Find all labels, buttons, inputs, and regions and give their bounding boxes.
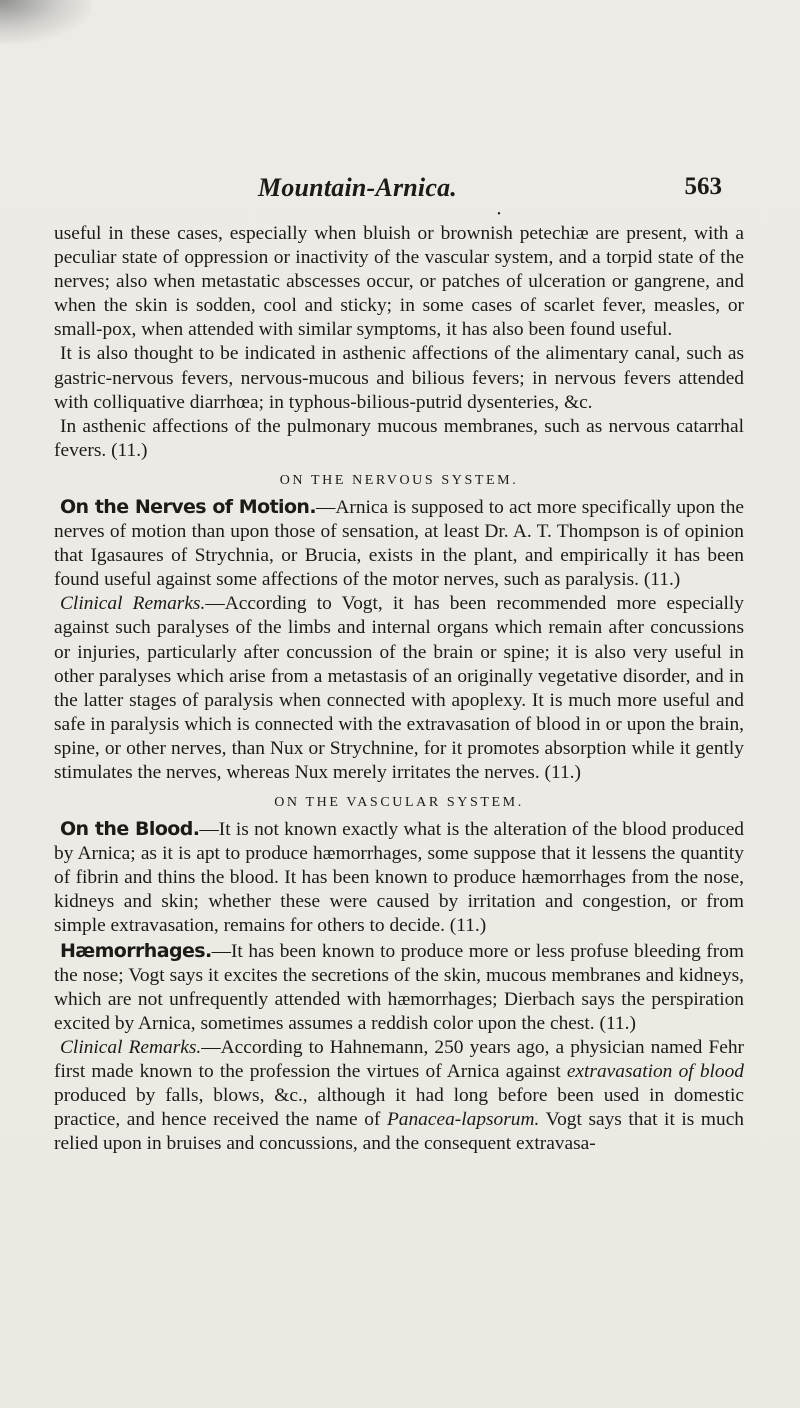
section-heading-nervous-system: ON THE NERVOUS SYSTEM. [279, 472, 519, 488]
paragraph-lead: Hæmorrhages. [60, 939, 212, 962]
paragraph-fevers: useful in these cases, especially when bluish or brownish petechiæ are present, with a peculiar state of oppression or inactivity of the vascular system, and a torpid state of the nerves; also when metastatic abscesses occur, or patches of ulceration or gangrene, and when the skin is sodden, cool and sticky; in some cases of scarlet fever, measles, or small-pox, when attended with similar symptoms, it has also been found useful. [54, 223, 744, 341]
italic-term: Panacea-lapsorum. [386, 1109, 540, 1131]
paragraph-on-the-blood [54, 817, 744, 938]
scan-shadow [0, 0, 92, 44]
paragraph-lead: On the Nerves of Motion. [60, 495, 316, 518]
paragraph-body: Vogt says that it is much relied upon in bruises and concussions, and the consequent extravasa- [54, 1109, 744, 1155]
paragraph-haemorrhages [54, 939, 744, 1036]
paragraph-body: —According to Vogt, it has been recommended more especially against such paralyses of the limbs and internal organs which remain after concussions or injuries, particularly after concussion of the brain or spine; it is also very useful in other paralyses which arise from a metastasis of an originally vegetative disorder, and in the latter stages of paralysis when connected with apoplexy. It is much more useful and safe in paralysis which is connected with the extravasation of blood in or upon the brain, spine, or other nerves, than Nux or Strychnine, for it promotes absorption while it gently stimulates the nerves, whereas Nux merely irritates the nerves. (11.) [54, 593, 744, 783]
paragraph-alimentary: It is also thought to be indicated in asthenic affections of the alimentary canal, such as gastric-nervous fevers, nervous-mucous and bilious fevers; in nervous fevers attended with colliquative diarrhœa; in typhous-bilious-putrid dysenteries, &c. [54, 343, 744, 413]
paragraph-body: produced by falls, blows, &c., although it had long before been used in domestic practice, and hence received the name of [54, 1085, 744, 1131]
section-heading-vascular-system: ON THE VASCULAR SYSTEM. [274, 795, 524, 811]
paragraph-lead: Clinical Remarks. [60, 1036, 202, 1058]
paragraph-body: —It is not known exactly what is the alteration of the blood produced by Arnica; as it is apt to produce hæmorrhages, some suppose that it lessens the quantity of fibrin and thins the blood. It has been known to produce hæmorrhages from the nose, kidneys and skin; whether these were caused by irritation and congestion, or from simple extravasation, remains for others to decide. (11.) [54, 819, 745, 937]
paragraph-body: —It has been known to produce more or less profuse bleeding from the nose; Vogt says it excites the secretions of the skin, mucous membranes and kidneys, which are not unfrequently attended with hæmorrhages; Dierbach says the perspiration excited by Arnica, sometimes assumes a reddish color upon the chest. (11.) [54, 940, 744, 1034]
paragraph-lead: On the Blood. [60, 818, 200, 841]
paragraph-nerves-of-motion [54, 495, 744, 592]
paragraph-body: —According to Hahnemann, 250 years ago, a physician named Fehr first made known to the profession the virtues of Arnica against [54, 1036, 744, 1082]
body-text [54, 208, 744, 1156]
running-title: Mountain-Arnica. [258, 173, 457, 202]
paragraph-pulmonary: In asthenic affections of the pulmonary mucous membranes, such as nervous catarrhal fevers. (11.) [54, 415, 744, 461]
page-number: 563 [684, 173, 722, 200]
stray-mark: • [497, 209, 501, 220]
paragraph-clinical-remarks-nervous [54, 592, 744, 785]
paragraph-lead: Clinical Remarks. [60, 593, 206, 615]
paragraph-body: —Arnica is supposed to act more specifically upon the nerves of motion than upon those of sensation, at least Dr. A. T. Thompson is of opinion that Igasaures of Strychnia, or Brucia, exists in the plant, and empirically it has been found useful against some affections of the motor nerves, such as paralysis. (11.) [54, 496, 744, 591]
page-header [258, 173, 722, 203]
italic-term: extravasation of blood [566, 1061, 744, 1082]
paragraph-clinical-remarks-vascular [54, 1036, 744, 1156]
